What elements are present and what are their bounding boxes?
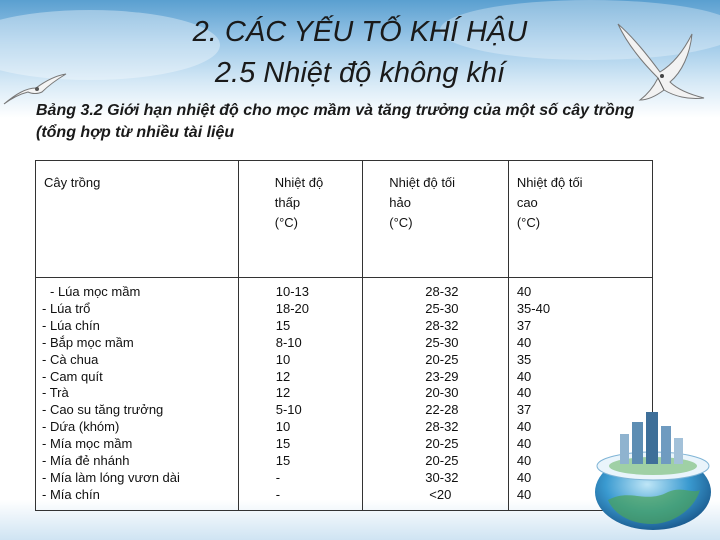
table-caption: Bảng 3.2 Giới hạn nhiệt độ cho mọc mầm và tăng trưởng của một số cây trồng (tổng hợp từ nhiều tài liệu — [36, 102, 635, 141]
list-item: 40 — [516, 469, 532, 485]
header-max-line: Nhiệt độ tối — [516, 175, 583, 190]
list-item: 35-40 — [516, 300, 551, 316]
list-item: 37 — [516, 402, 532, 418]
header-crop — [36, 161, 239, 278]
min-column — [238, 278, 363, 511]
header-crop-line: Cây trồng — [44, 175, 101, 190]
list-item: 40 — [516, 436, 532, 452]
list-item: 40 — [516, 284, 532, 299]
list-item: - Cà chua — [42, 351, 99, 367]
list-item: 20-25 — [425, 453, 459, 469]
list-item: 35 — [516, 351, 532, 367]
list-item: - Cam quít — [42, 368, 103, 384]
list-item: <20 — [429, 486, 452, 502]
slide-subtitle: 2.5 Nhiệt độ không khí — [214, 57, 506, 89]
list-item: 40 — [516, 486, 532, 502]
list-item: 15 — [275, 436, 291, 452]
list-item: - Mía làm lóng vươn dài — [42, 469, 180, 485]
opt-column — [363, 278, 509, 511]
list-item: 40 — [516, 368, 532, 384]
list-item: 37 — [516, 317, 532, 333]
list-item: 15 — [275, 317, 291, 333]
list-item: 28-32 — [425, 419, 459, 435]
list-item: 40 — [516, 334, 532, 350]
table-header-row — [36, 161, 653, 278]
list-item: 12 — [275, 368, 291, 384]
header-max-line: (°C) — [516, 215, 541, 230]
header-opt-line: Nhiệt độ tối — [389, 175, 456, 190]
header-min-line: thấp — [274, 195, 301, 210]
list-item: - Bắp mọc mầm — [42, 334, 134, 350]
list-item: 10-13 — [275, 284, 309, 299]
list-item: 25-30 — [425, 300, 459, 316]
header-min-line: (°C) — [274, 215, 298, 230]
list-item: 10 — [275, 419, 291, 435]
globe-city-icon — [590, 404, 716, 534]
list-item: 20-30 — [425, 385, 459, 401]
slide-title: 2. CÁC YẾU TỐ KHÍ HẬU — [192, 16, 528, 48]
list-item: 22-28 — [425, 402, 459, 418]
list-item: 8-10 — [275, 334, 302, 350]
list-item: - Trà — [42, 385, 69, 401]
list-item: 18-20 — [275, 300, 309, 316]
opt-list — [363, 278, 508, 504]
header-opt-line: hảo — [389, 195, 411, 210]
list-item: - Dứa (khóm) — [42, 419, 120, 435]
list-item: - Lúa trổ — [42, 300, 91, 316]
list-item: 40 — [516, 385, 532, 401]
list-item: 12 — [275, 385, 291, 401]
min-list — [239, 278, 363, 504]
list-item: - Mía chín — [42, 486, 100, 502]
header-opt-line: (°C) — [389, 215, 413, 230]
list-item: - — [275, 469, 281, 485]
list-item: - Mía đẻ nhánh — [42, 453, 130, 469]
list-item: - Cao su tăng trưởng — [42, 402, 164, 418]
list-item: - Lúa chín — [42, 317, 100, 333]
list-item: 28-32 — [425, 284, 459, 299]
list-item: 10 — [275, 351, 291, 367]
list-item: 20-25 — [425, 351, 459, 367]
crop-column — [36, 278, 239, 511]
list-item: 40 — [516, 453, 532, 469]
list-item: 23-29 — [425, 368, 459, 384]
header-min — [238, 161, 363, 278]
list-item: - — [275, 486, 281, 502]
crop-list — [36, 278, 238, 504]
header-max — [508, 161, 652, 278]
table-body-row — [36, 278, 653, 511]
list-item: 28-32 — [425, 317, 459, 333]
header-opt — [363, 161, 509, 278]
temperature-table — [35, 160, 653, 511]
list-item: 25-30 — [425, 334, 459, 350]
list-item: 40 — [516, 419, 532, 435]
list-item: 30-32 — [425, 469, 459, 485]
list-item: 20-25 — [425, 436, 459, 452]
header-min-line: Nhiệt độ — [274, 175, 324, 190]
list-item: 5-10 — [275, 402, 302, 418]
list-item: 15 — [275, 453, 291, 469]
list-item: - Lúa mọc mầm — [50, 284, 141, 299]
header-max-line: cao — [516, 195, 538, 210]
list-item: - Mía mọc mầm — [42, 436, 133, 452]
